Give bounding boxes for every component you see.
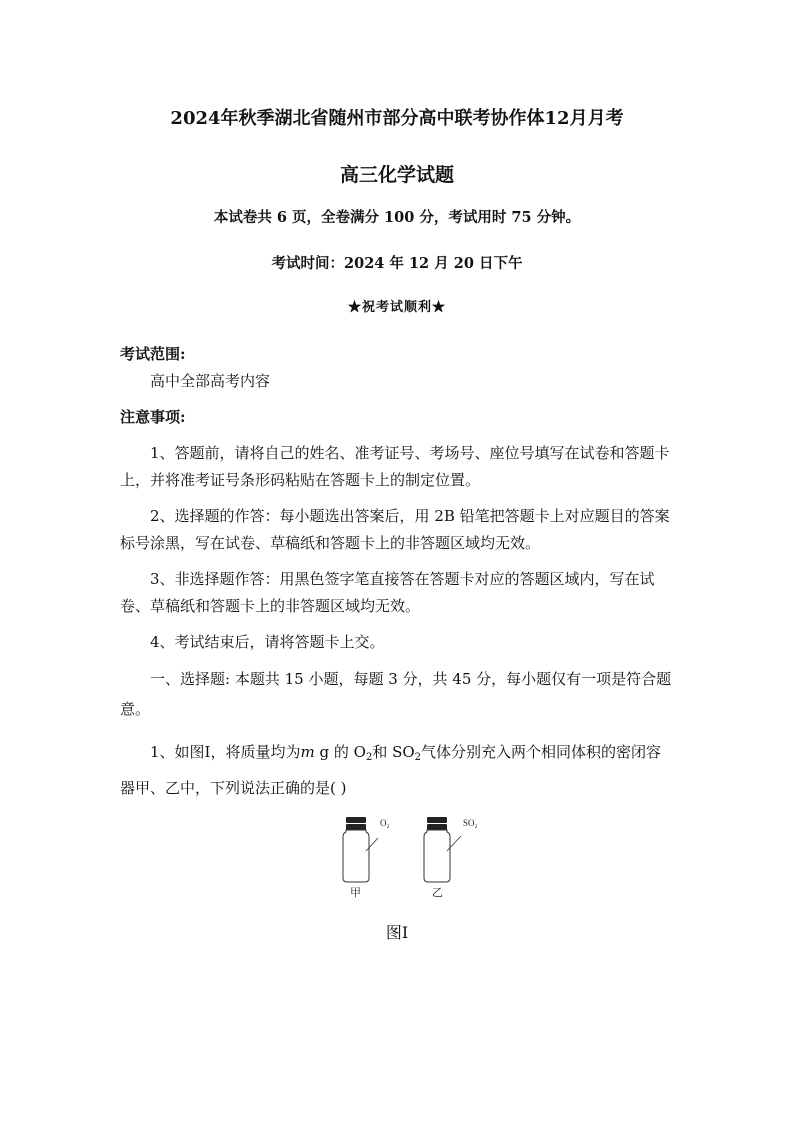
question-1-sub1: 2 <box>365 752 373 763</box>
bottle-yi-cap <box>427 817 447 823</box>
bottle-jia-cap-lower <box>346 824 366 830</box>
scope-label: 考试范围: <box>120 345 186 363</box>
exam-rule: ★祝考试顺利★ <box>347 300 446 315</box>
bottle-yi-cap-lower <box>427 824 447 830</box>
question-1 <box>120 737 676 803</box>
notes-label: 注意事项: <box>120 408 186 426</box>
question-1-part4: 气体分别充入两个相同体积的密闭容器甲、乙中，下列说法正确的是( ) <box>120 743 662 797</box>
bottle-jia-body <box>343 830 369 882</box>
notes-item-4: 4、考试结束后，请将答题卡上交。 <box>150 633 385 651</box>
figure-containers <box>330 812 500 907</box>
bottle-jia <box>343 817 390 899</box>
question-1-sub2: 2 <box>414 752 422 763</box>
notes-item-1: 1、答题前，请将自己的姓名、准考证号、考场号、座位号填写在试卷和答题卡上，并将准考证号条形码粘贴在答题卡上的制定位置。 <box>120 444 670 489</box>
notes-item-2: 2、选择题的作答：每小题选出答案后，用 2B 铅笔把答题卡上对应题目的答案标号涂黑，写在试卷、草稿纸和答题卡上的非答题区域均无效。 <box>120 507 670 552</box>
gas-label-o2: O₂ <box>380 818 390 828</box>
bottle-yi-pointer <box>447 836 461 851</box>
exam-info-time: 考试时间：2024 年 12 月 20 日下午 <box>271 255 523 272</box>
container-label-jia: 甲 <box>350 886 361 899</box>
question-1-part3: 和 SO <box>372 743 415 761</box>
section-heading: 一、选择题: 本题共 15 小题，每题 3 分，共 45 分，每小题仅有一项是符合题意。 <box>120 670 672 718</box>
bottle-yi <box>424 817 478 899</box>
notes-block <box>120 404 676 656</box>
figure-caption: 图Ⅰ <box>385 923 409 942</box>
container-label-yi: 乙 <box>432 886 443 899</box>
exam-info-pages: 本试卷共 6 页，全卷满分 100 分，考试用时 75 分钟。 <box>213 209 581 226</box>
bottle-jia-cap <box>346 817 366 823</box>
bottle-yi-body <box>424 830 450 882</box>
scope-block <box>120 341 676 395</box>
question-1-var: m <box>300 743 315 761</box>
gas-label-so2: SO₂ <box>463 818 478 828</box>
question-1-part2: g 的 O <box>314 743 366 761</box>
scope-content: 高中全部高考内容 <box>150 372 271 390</box>
question-1-part1: 1、如图Ⅰ，将质量均为 <box>150 743 301 761</box>
exam-title: 2024年秋季湖北省随州市部分高中联考协作体12月月考 <box>170 108 624 129</box>
notes-item-3: 3、非选择题作答：用黑色签字笔直接答在答题卡对应的答题区域内，写在试卷、草稿纸和答题卡上的非答题区域均无效。 <box>120 570 655 615</box>
bottle-jia-pointer <box>366 838 378 851</box>
exam-subtitle: 高三化学试题 <box>339 164 454 186</box>
